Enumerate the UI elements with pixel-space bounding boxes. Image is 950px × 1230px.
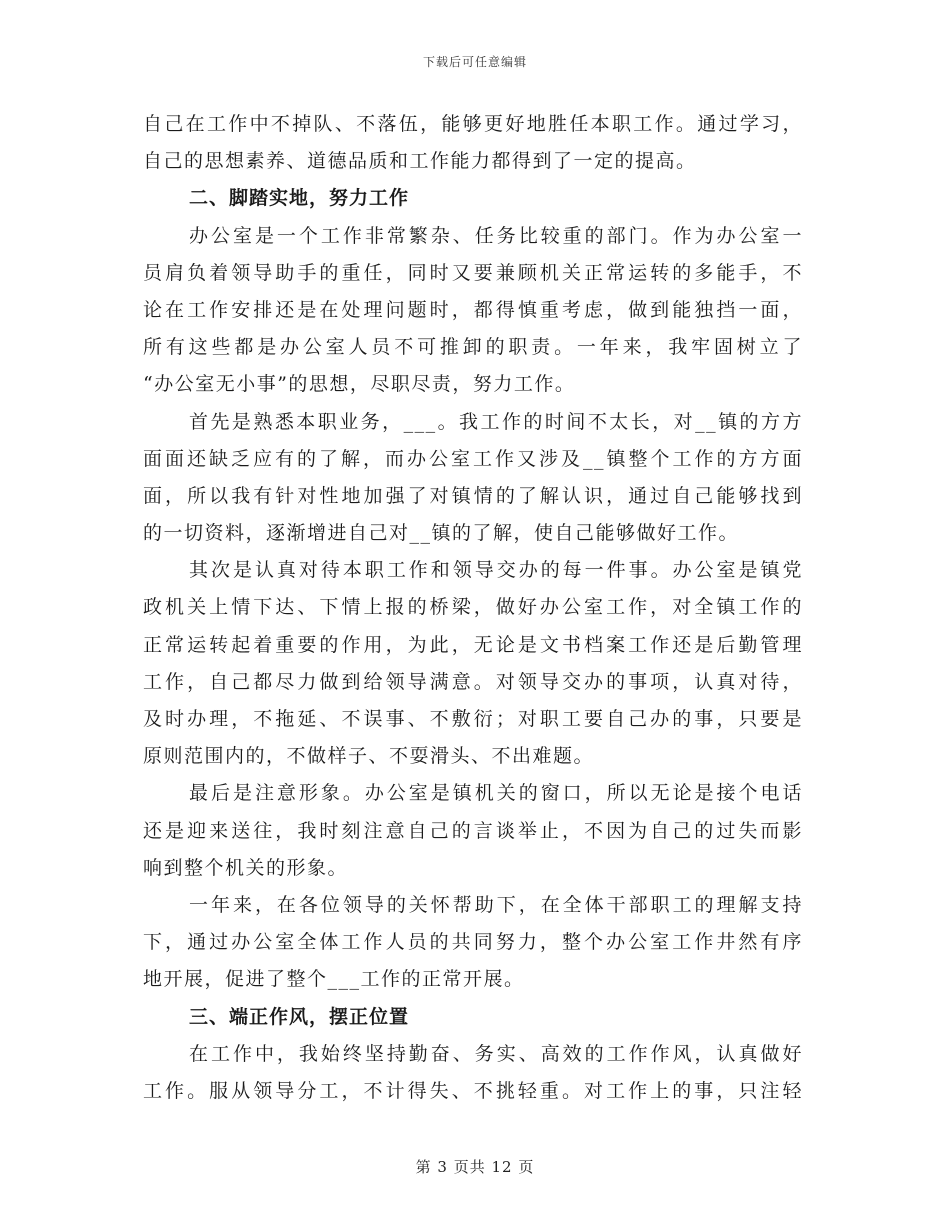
text-line: 工作。服从领导分工，不计得失、不挑轻重。对工作上的事，只注轻	[143, 1079, 803, 1102]
text-line: 响到整个机关的形象。	[143, 856, 349, 879]
text-line: 论在工作安排还是在处理问题时，都得慎重考虑，做到能独挡一面，	[143, 298, 803, 321]
text-line: 及时办理，不拖延、不误事、不敷衍；对职工要自己办的事，只要是	[143, 708, 803, 730]
text-line: 下，通过办公室全体工作人员的共同努力，整个办公室工作井然有序	[143, 931, 803, 954]
text-line: 原则范围内的，不做样子、不耍滑头、不出难题。	[143, 745, 595, 768]
section-heading: 二、脚踏实地，努力工作	[189, 187, 410, 210]
text-line: 自己的思想素养、道德品质和工作能力都得到了一定的提高。	[143, 150, 697, 173]
text-line: 面面还缺乏应有的了解，而办公室工作又涉及__镇整个工作的方方面	[143, 447, 803, 470]
text-line: 面，所以我有针对性地加强了对镇情的了解认识，通过自己能够找到	[143, 484, 803, 507]
text-line: 工作，自己都尽力做到给领导满意。对领导交办的事项，认真对待，	[143, 670, 803, 693]
text-line: 政机关上情下达、下情上报的桥梁，做好办公室工作，对全镇工作的	[143, 596, 803, 619]
text-line: 正常运转起着重要的作用，为此，无论是文书档案工作还是后勤管理	[143, 633, 803, 656]
text-line: 地开展，促进了整个___工作的正常开展。	[143, 968, 525, 991]
text-line: 还是迎来送往，我时刻注意自己的言谈举止，不因为自己的过失而影	[143, 819, 803, 842]
document-body	[143, 106, 803, 1110]
text-line: 自己在工作中不掉队、不落伍，能够更好地胜任本职工作。通过学习，	[143, 113, 803, 135]
text-line: 其次是认真对待本职工作和领导交办的每一件事。办公室是镇党	[189, 559, 803, 582]
text-line: 员肩负着领导助手的重任，同时又要兼顾机关正常运转的多能手，不	[143, 261, 803, 284]
text-line: “办公室无小事”的思想，尽职尽责，努力工作。	[143, 373, 576, 396]
text-line: 首先是熟悉本职业务，___。我工作的时间不太长，对__镇的方方	[189, 410, 803, 433]
text-line: 所有这些都是办公室人员不可推卸的职责。一年来，我牢固树立了	[143, 336, 803, 359]
text-line: 一年来，在各位领导的关怀帮助下，在全体干部职工的理解支持	[189, 893, 803, 916]
page-footer: 第 3 页共 12 页	[415, 1158, 535, 1176]
text-line: 办公室是一个工作非常繁杂、任务比较重的部门。作为办公室一	[189, 224, 803, 247]
page-header: 下载后可任意编辑	[422, 55, 527, 69]
section-heading: 三、端正作风，摆正位置	[189, 1005, 410, 1028]
text-line: 的一切资料，逐渐增进自己对__镇的了解，使自己能够做好工作。	[143, 522, 740, 545]
text-line: 最后是注意形象。办公室是镇机关的窗口，所以无论是接个电话	[189, 782, 803, 805]
text-line: 在工作中，我始终坚持勤奋、务实、高效的工作作风，认真做好	[189, 1042, 803, 1065]
